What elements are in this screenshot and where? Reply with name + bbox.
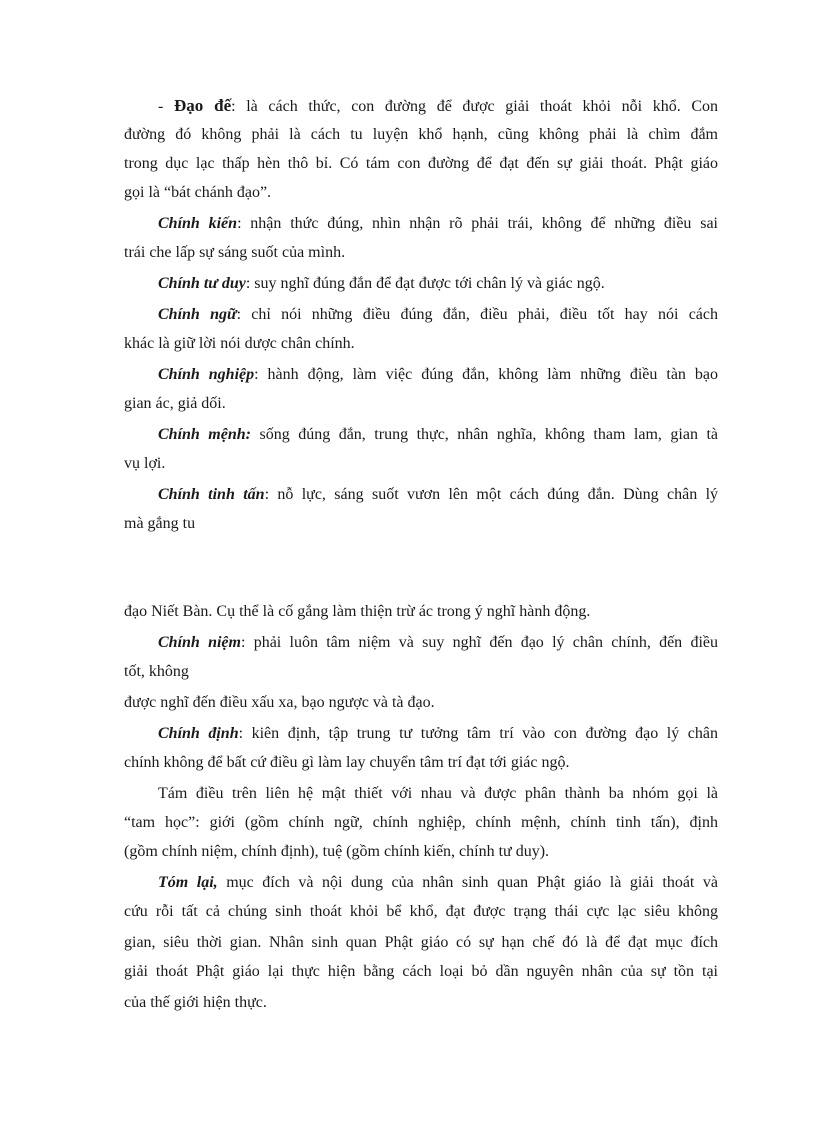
paragraph-dao-de-line-3: trong dục lạc thấp hèn thô bỉ. Có tám con đường để đạt đến sự giải thoát. Phật giáo [124,155,718,172]
paragraph-chinh-tinh-tan-line-1 [158,483,718,507]
text-segment: : kiên định, tập trung tư tưởng tâm trí vào con đường đạo lý chân [238,725,719,742]
term-chinh-niem: Chính niệm [158,634,241,651]
text-segment: : phải luôn tâm niệm và suy nghĩ đến đạo lý chân chính, đến điều [240,634,719,651]
paragraph-dao-de-line-1 [158,94,718,118]
term-chinh-ngu: Chính ngữ [158,306,237,323]
text-segment: : nỗ lực, sáng suốt vươn lên một cách đúng đắn. Dùng chân lý [264,486,719,503]
paragraph-chinh-ngu-line-1 [158,303,718,327]
paragraph-tom-lai-line-2: cứu rỗi tất cả chúng sinh thoát khỏi bể khổ, đạt được trạng thái cực lạc siêu không [124,903,718,920]
paragraph-chinh-tinh-tan-line-2: mà gắng tu [124,515,196,532]
paragraph-tam-dieu-line-3: (gồm chính niệm, chính định), tuệ (gồm chính kiến, chính tư duy). [124,843,550,860]
paragraph-tam-dieu-line-2: “tam học”: giới (gồm chính ngữ, chính nghiệp, chính mệnh, chính tinh tấn), định [124,814,718,831]
term-chinh-tinh-tan: Chính tinh tấn [158,486,265,503]
text-segment: : là cách thức, con đường để được giải thoát khỏi nỗi khổ. Con [231,98,719,115]
paragraph-chinh-kien-line-2: trái che lấp sự sáng suốt của mình. [124,244,346,261]
paragraph-chinh-dinh-line-2: chính không để bất cứ điều gì làm lay chuyển tâm trí đạt tới giác ngộ. [124,754,570,771]
text-segment: : hành động, làm việc đúng đắn, không làm những điều tàn bạo [254,366,719,383]
term-dao-de: Đạo đế [173,96,232,115]
paragraph-niet-ban-line-1: đạo Niết Bàn. Cụ thể là cố gắng làm thiện trừ ác trong ý nghĩ hành động. [124,603,591,620]
term-chinh-menh: Chính mệnh: [158,426,251,443]
paragraph-chinh-niem-line-2: tốt, không [124,663,189,680]
text-segment: : chỉ nói những điều đúng đắn, điều phải, điều tốt hay nói cách [236,306,719,323]
text-segment: : suy nghĩ đúng đắn để đạt được tới chân lý và giác ngộ. [245,275,605,292]
term-tom-lai: Tóm lại, [158,874,218,891]
paragraph-dao-de-line-2: đường đó không phải là cách tu luyện khổ hạnh, cũng không phải là chìm đắm [124,126,718,143]
paragraph-chinh-niem-line-3: được nghĩ đến điều xấu xa, bạo ngược và tà đạo. [124,694,435,711]
paragraph-tom-lai-line-1 [158,871,718,895]
paragraph-tom-lai-line-3: gian, siêu thời gian. Nhân sinh quan Phật giáo có sự hạn chế đó là để đạt mục đích [124,934,718,951]
paragraph-chinh-nghiep-line-2: gian ác, giả dối. [124,395,226,412]
paragraph-tom-lai-line-4: giải thoát Phật giáo lại thực hiện bằng cách loại bỏ dần nguyên nhân của sự tồn tại [124,963,718,980]
paragraph-chinh-niem-line-1 [158,631,718,655]
paragraph-chinh-menh-line-1 [158,423,718,447]
text-segment: mục đích và nội dung của nhân sinh quan Phật giáo là giải thoát và [217,874,719,891]
paragraph-dao-de-line-4: gọi là “bát chánh đạo”. [124,184,272,201]
text-segment: sống đúng đắn, trung thực, nhân nghĩa, không tham lam, gian tà [250,426,719,443]
term-chinh-dinh: Chính định [158,725,239,742]
paragraph-chinh-menh-line-2: vụ lợi. [124,455,166,472]
paragraph-chinh-ngu-line-2: khác là giữ lời nói dược chân chính. [124,335,355,352]
paragraph-tom-lai-line-5: của thế giới hiện thực. [124,994,267,1011]
paragraph-chinh-dinh-line-1 [158,722,718,746]
paragraph-chinh-nghiep-line-1 [158,363,718,387]
term-chinh-nghiep: Chính nghiệp [158,366,255,383]
term-chinh-tu-duy: Chính tư duy [158,275,246,292]
dash-marker: - [158,98,174,115]
text-segment: : nhận thức đúng, nhìn nhận rõ phải trái, không để những điều sai [237,215,718,232]
paragraph-chinh-tu-duy-line-1 [158,272,718,296]
paragraph-tam-dieu-line-1: Tám điều trên liên hệ mật thiết với nhau và được phân thành ba nhóm gọi là [158,785,718,802]
term-chinh-kien: Chính kiến [158,215,238,232]
paragraph-chinh-kien-line-1 [158,212,718,236]
